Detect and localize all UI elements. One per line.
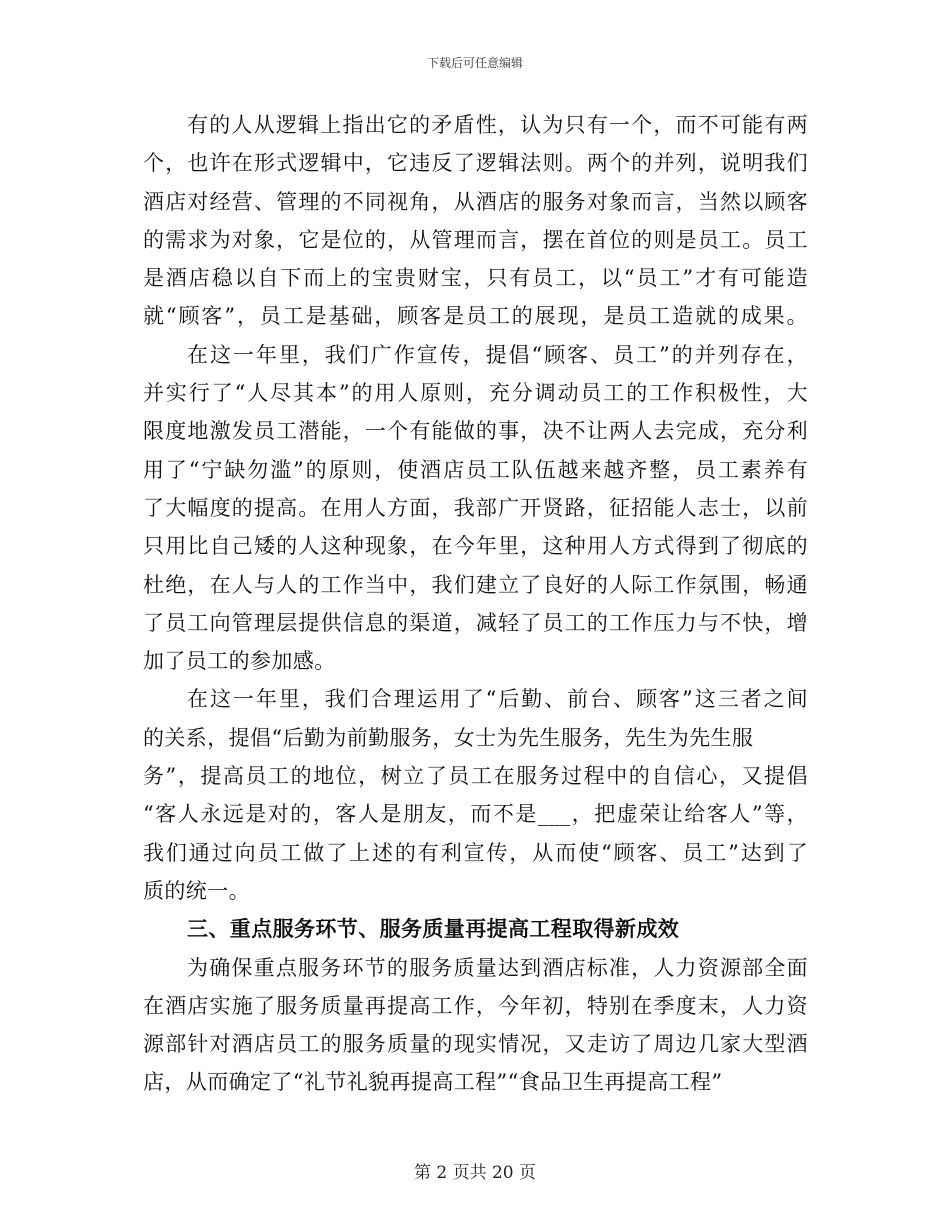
- body-line: 个，也许在形式逻辑中，它违反了逻辑法则。两个的并列，说明我们: [143, 151, 808, 176]
- body-line: 的关系，提倡“后勤为前勤服务，女士为先生服务，先生为先生服: [143, 725, 754, 750]
- section-heading: 三、重点服务环节、服务质量再提高工程取得新成效: [187, 916, 680, 942]
- body-line: 用了“宁缺勿滥”的原则，使酒店员工队伍越来越齐整，员工素养有: [143, 457, 808, 482]
- body-line: 杜绝，在人与人的工作当中，我们建立了良好的人际工作氛围，畅通: [143, 572, 808, 597]
- page-header: 下载后可任意编辑: [426, 56, 523, 70]
- body-line: 加了员工的参加感。: [143, 649, 336, 674]
- document-body: [143, 106, 808, 1102]
- body-line: 在酒店实施了服务质量再提高工作，今年初，特别在季度末，人力资: [143, 993, 808, 1018]
- body-line: 质的统一。: [143, 878, 250, 903]
- body-line: 店，从而确定了“礼节礼貌再提高工程”“食品卫生再提高工程”: [143, 1070, 723, 1095]
- body-line: 酒店对经营、管理的不同视角，从酒店的服务对象而言，当然以顾客: [143, 189, 808, 214]
- body-line: 的需求为对象，它是位的，从管理而言，摆在首位的则是员工。员工: [143, 227, 808, 252]
- body-line: 并实行了“人尽其本”的用人原则，充分调动员工的工作积极性，大: [143, 381, 808, 406]
- body-line: 有的人从逻辑上指出它的矛盾性，认为只有一个，而不可能有两: [187, 113, 808, 137]
- body-line: 了大幅度的提高。在用人方面，我部广开贤路，征招能人志士，以前: [143, 495, 808, 520]
- body-line: 务”，提高员工的地位，树立了员工在服务过程中的自信心，又提倡: [143, 764, 808, 789]
- body-line: 在这一年里，我们广作宣传，提倡“顾客、员工”的并列存在，: [187, 342, 808, 367]
- body-line: 在这一年里，我们合理运用了“后勤、前台、顾客”这三者之间: [187, 687, 808, 712]
- body-line: 了员工向管理层提供信息的渠道，减轻了员工的工作压力与不快，增: [143, 610, 808, 635]
- body-line: 我们通过向员工做了上述的有利宣传，从而使“顾客、员工”达到了: [143, 840, 808, 865]
- page-footer: 第 2 页共 20 页: [413, 1163, 537, 1183]
- body-line: “客人永远是对的，客人是朋友，而不是___，把虚荣让给客人”等，: [143, 802, 808, 827]
- body-line: 源部针对酒店员工的服务质量的现实情况，又走访了周边几家大型酒: [143, 1032, 808, 1057]
- body-line: 就“顾客”，员工是基础，顾客是员工的展现，是员工造就的成果。: [143, 304, 808, 329]
- body-line: 为确保重点服务环节的服务质量达到酒店标准，人力资源部全面: [187, 955, 808, 980]
- body-line: 只用比自己矮的人这种现象，在今年里，这种用人方式得到了彻底的: [143, 534, 808, 559]
- body-line: 限度地激发员工潜能，一个有能做的事，决不让两人去完成，充分利: [143, 419, 808, 444]
- body-line: 是酒店稳以自下而上的宝贵财宝，只有员工，以“员工”才有可能造: [143, 266, 808, 291]
